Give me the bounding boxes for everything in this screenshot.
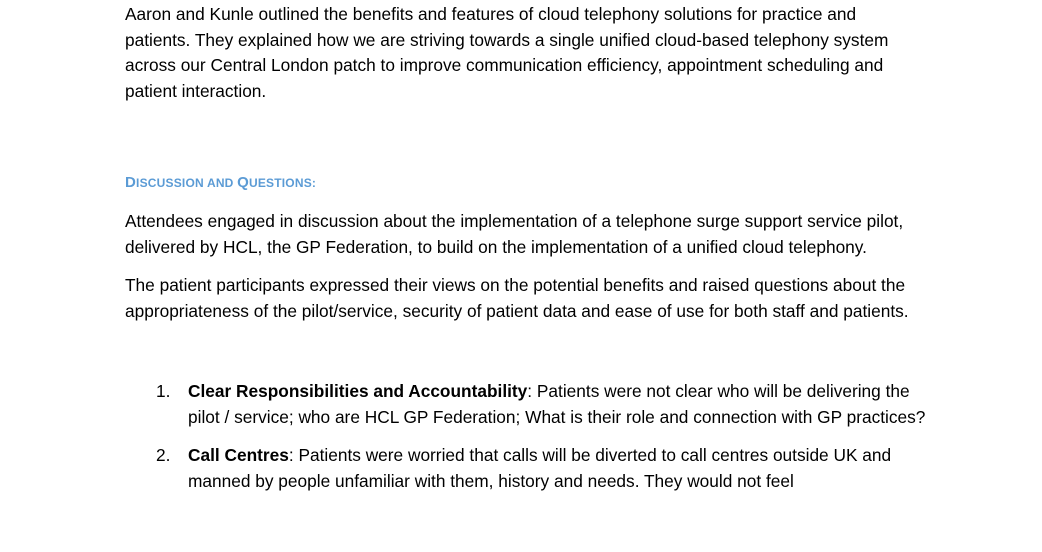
list-item-number: 2. bbox=[156, 445, 171, 465]
issues-list bbox=[125, 379, 925, 494]
intro-paragraph: Aaron and Kunle outlined the benefits and features of cloud telephony solutions for practice and patients. They explained how we are striving towards a single unified cloud-based telephony system across our Central London patch to improve communication efficiency, appointment scheduling and patient interaction. bbox=[125, 4, 889, 101]
heading-rest-2: UESTIONS: bbox=[248, 176, 317, 190]
discussion-paragraph-1: Attendees engaged in discussion about the implementation of a telephone surge support service pilot, delivered by HCL, the GP Federation, to build on the implementation of a unified cloud telephony. bbox=[125, 211, 904, 257]
list-item-text: : Patients were not clear who will be delivering the pilot / service; who are HCL GP Federation; What is their role and connection with GP practices? bbox=[188, 381, 926, 427]
list-item-number: 1. bbox=[156, 381, 171, 401]
list-item-title: Call Centres bbox=[188, 445, 289, 465]
list-item-text: : Patients were worried that calls will be diverted to call centres outside UK and manned by people unfamiliar with them, history and needs. They would not feel bbox=[188, 445, 892, 491]
list-item bbox=[125, 379, 928, 430]
discussion-heading bbox=[125, 172, 925, 194]
list-item-title: Clear Responsibilities and Accountability bbox=[188, 381, 528, 401]
discussion-paragraph-2: The patient participants expressed their views on the potential benefits and raised questions about the appropriateness of the pilot/service, security of patient data and ease of use for both staff and patients. bbox=[125, 275, 909, 321]
document-page bbox=[125, 2, 925, 507]
heading-rest-1: ISCUSSION AND bbox=[136, 176, 238, 190]
heading-cap-q: Q bbox=[237, 174, 249, 191]
list-item bbox=[125, 443, 928, 494]
heading-cap-d: D bbox=[125, 174, 137, 191]
